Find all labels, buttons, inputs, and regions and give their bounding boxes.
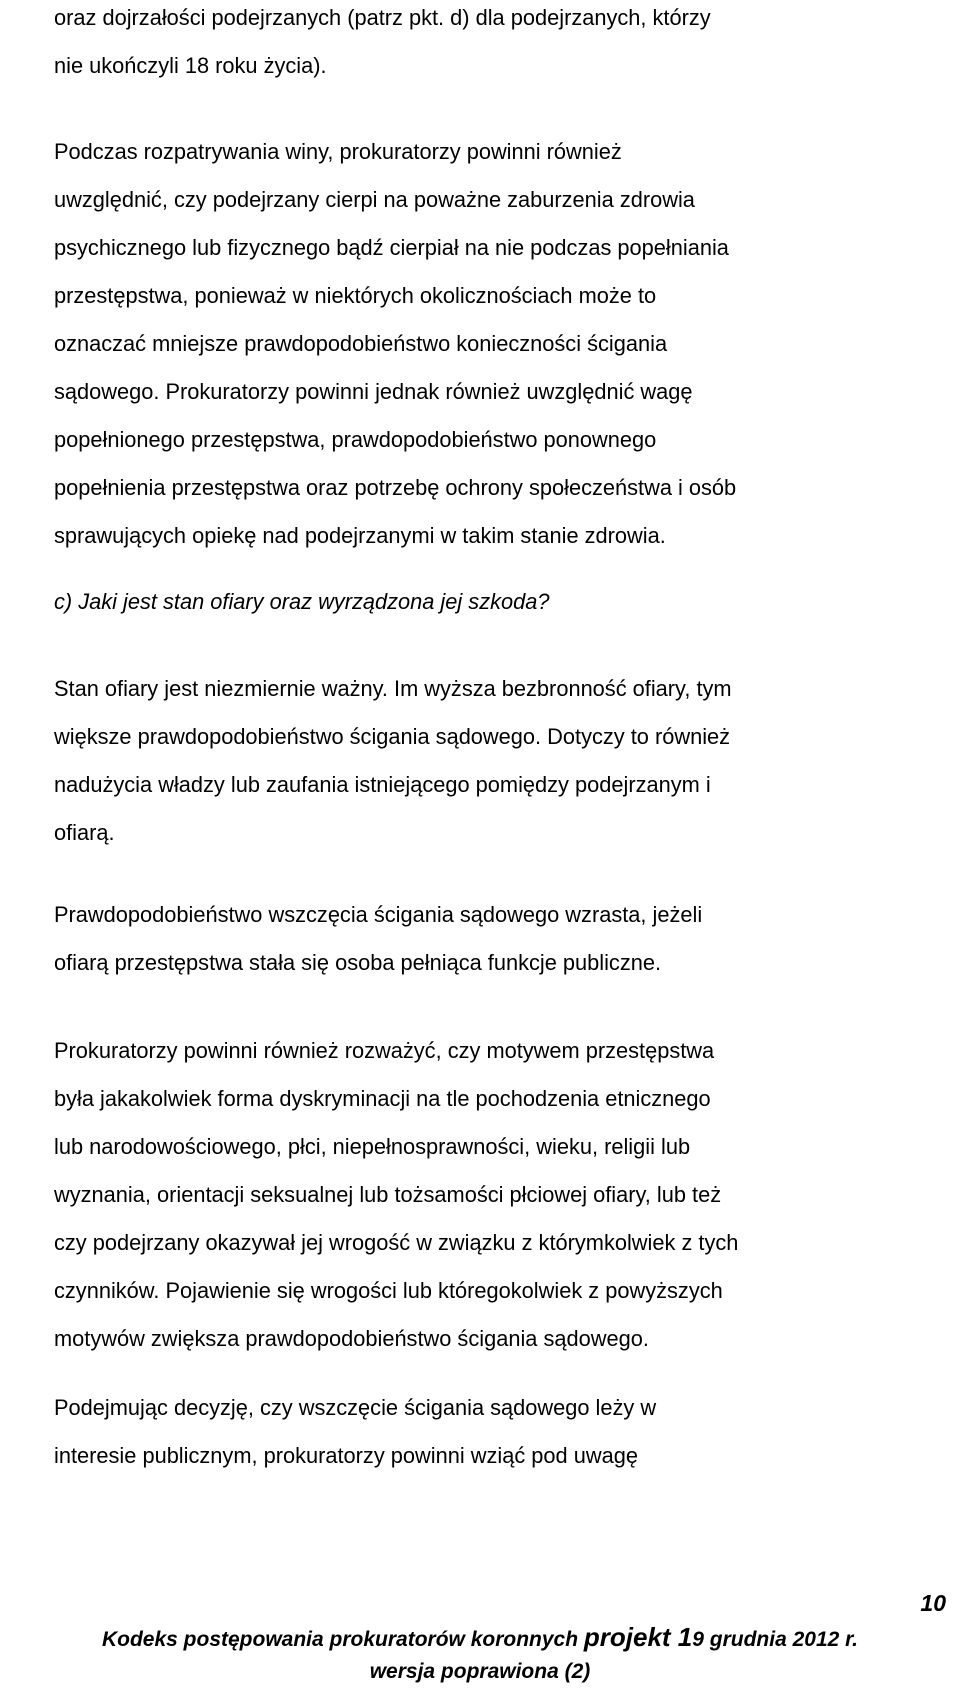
- paragraph-continuation: oraz dojrzałości podejrzanych (patrz pkt. d) dla podejrzanych, którzy nie ukończyli 18 roku życia).: [54, 5, 711, 78]
- paragraph-public-function: Prawdopodobieństwo wszczęcia ścigania sądowego wzrasta, jeżeli ofiarą przestępstwa stała się osoba pełniąca funkcje publiczne.: [54, 902, 703, 975]
- footer-title-part1: Kodeks postępowania prokuratorów koronnych: [101, 1628, 584, 1651]
- footer-title-part3: 9 grudnia 2012 r.: [692, 1628, 859, 1651]
- section-heading-c: c) Jaki jest stan ofiary oraz wyrządzona jej szkoda?: [54, 589, 550, 614]
- footer-title: [0, 1622, 960, 1655]
- paragraph-victim-state: Stan ofiary jest niezmiernie ważny. Im wyższa bezbronność ofiary, tym większe prawdopodobieństwo ścigania sądowego. Dotyczy to również nadużycia władzy lub zaufania istniejącego pomiędzy podejrzanym i ofiarą.: [54, 676, 732, 845]
- footer-version: wersja poprawiona (2): [369, 1660, 591, 1683]
- paragraph-discrimination-motive: Prokuratorzy powinni również rozważyć, czy motywem przestępstwa była jakakolwiek forma dyskryminacji na tle pochodzenia etnicznego lub narodowościowego, płci, niepełnosprawności, wieku, religii lub wyznania, orientacji seksualnej lub tożsamości płciowej ofiary, lub też czy podejrzany okazywał jej wrogość w związku z którymkolwiek z tych czynników. Pojawienie się wrogości lub któregokolwiek z powyższych motywów zwiększa prawdopodobieństwo ścigania sądowego.: [54, 1038, 739, 1351]
- paragraph-health-of-suspect: Podczas rozpatrywania winy, prokuratorzy powinni również uwzględnić, czy podejrzany cierpi na poważne zaburzenia zdrowia psychicznego lub fizycznego bądź cierpiał na nie podczas popełniania przestępstwa, ponieważ w niektórych okolicznościach może to oznaczać mniejsze prawdopodobieństwo konieczności ścigania sądowego. Prokuratorzy powinni jednak również uwzględnić wagę popełnionego przestępstwa, prawdopodobieństwo ponownego popełnienia przestępstwa oraz potrzebę ochrony społeczeństwa i osób sprawujących opiekę nad podejrzanymi w takim stanie zdrowia.: [54, 139, 737, 548]
- page-number: 10: [920, 1590, 946, 1616]
- paragraph-public-interest: Podejmując decyzję, czy wszczęcie ścigania sądowego leży w interesie publicznym, prokuratorzy powinni wziąć pod uwagę: [54, 1395, 657, 1468]
- footer-title-part2: projekt 1: [583, 1622, 693, 1652]
